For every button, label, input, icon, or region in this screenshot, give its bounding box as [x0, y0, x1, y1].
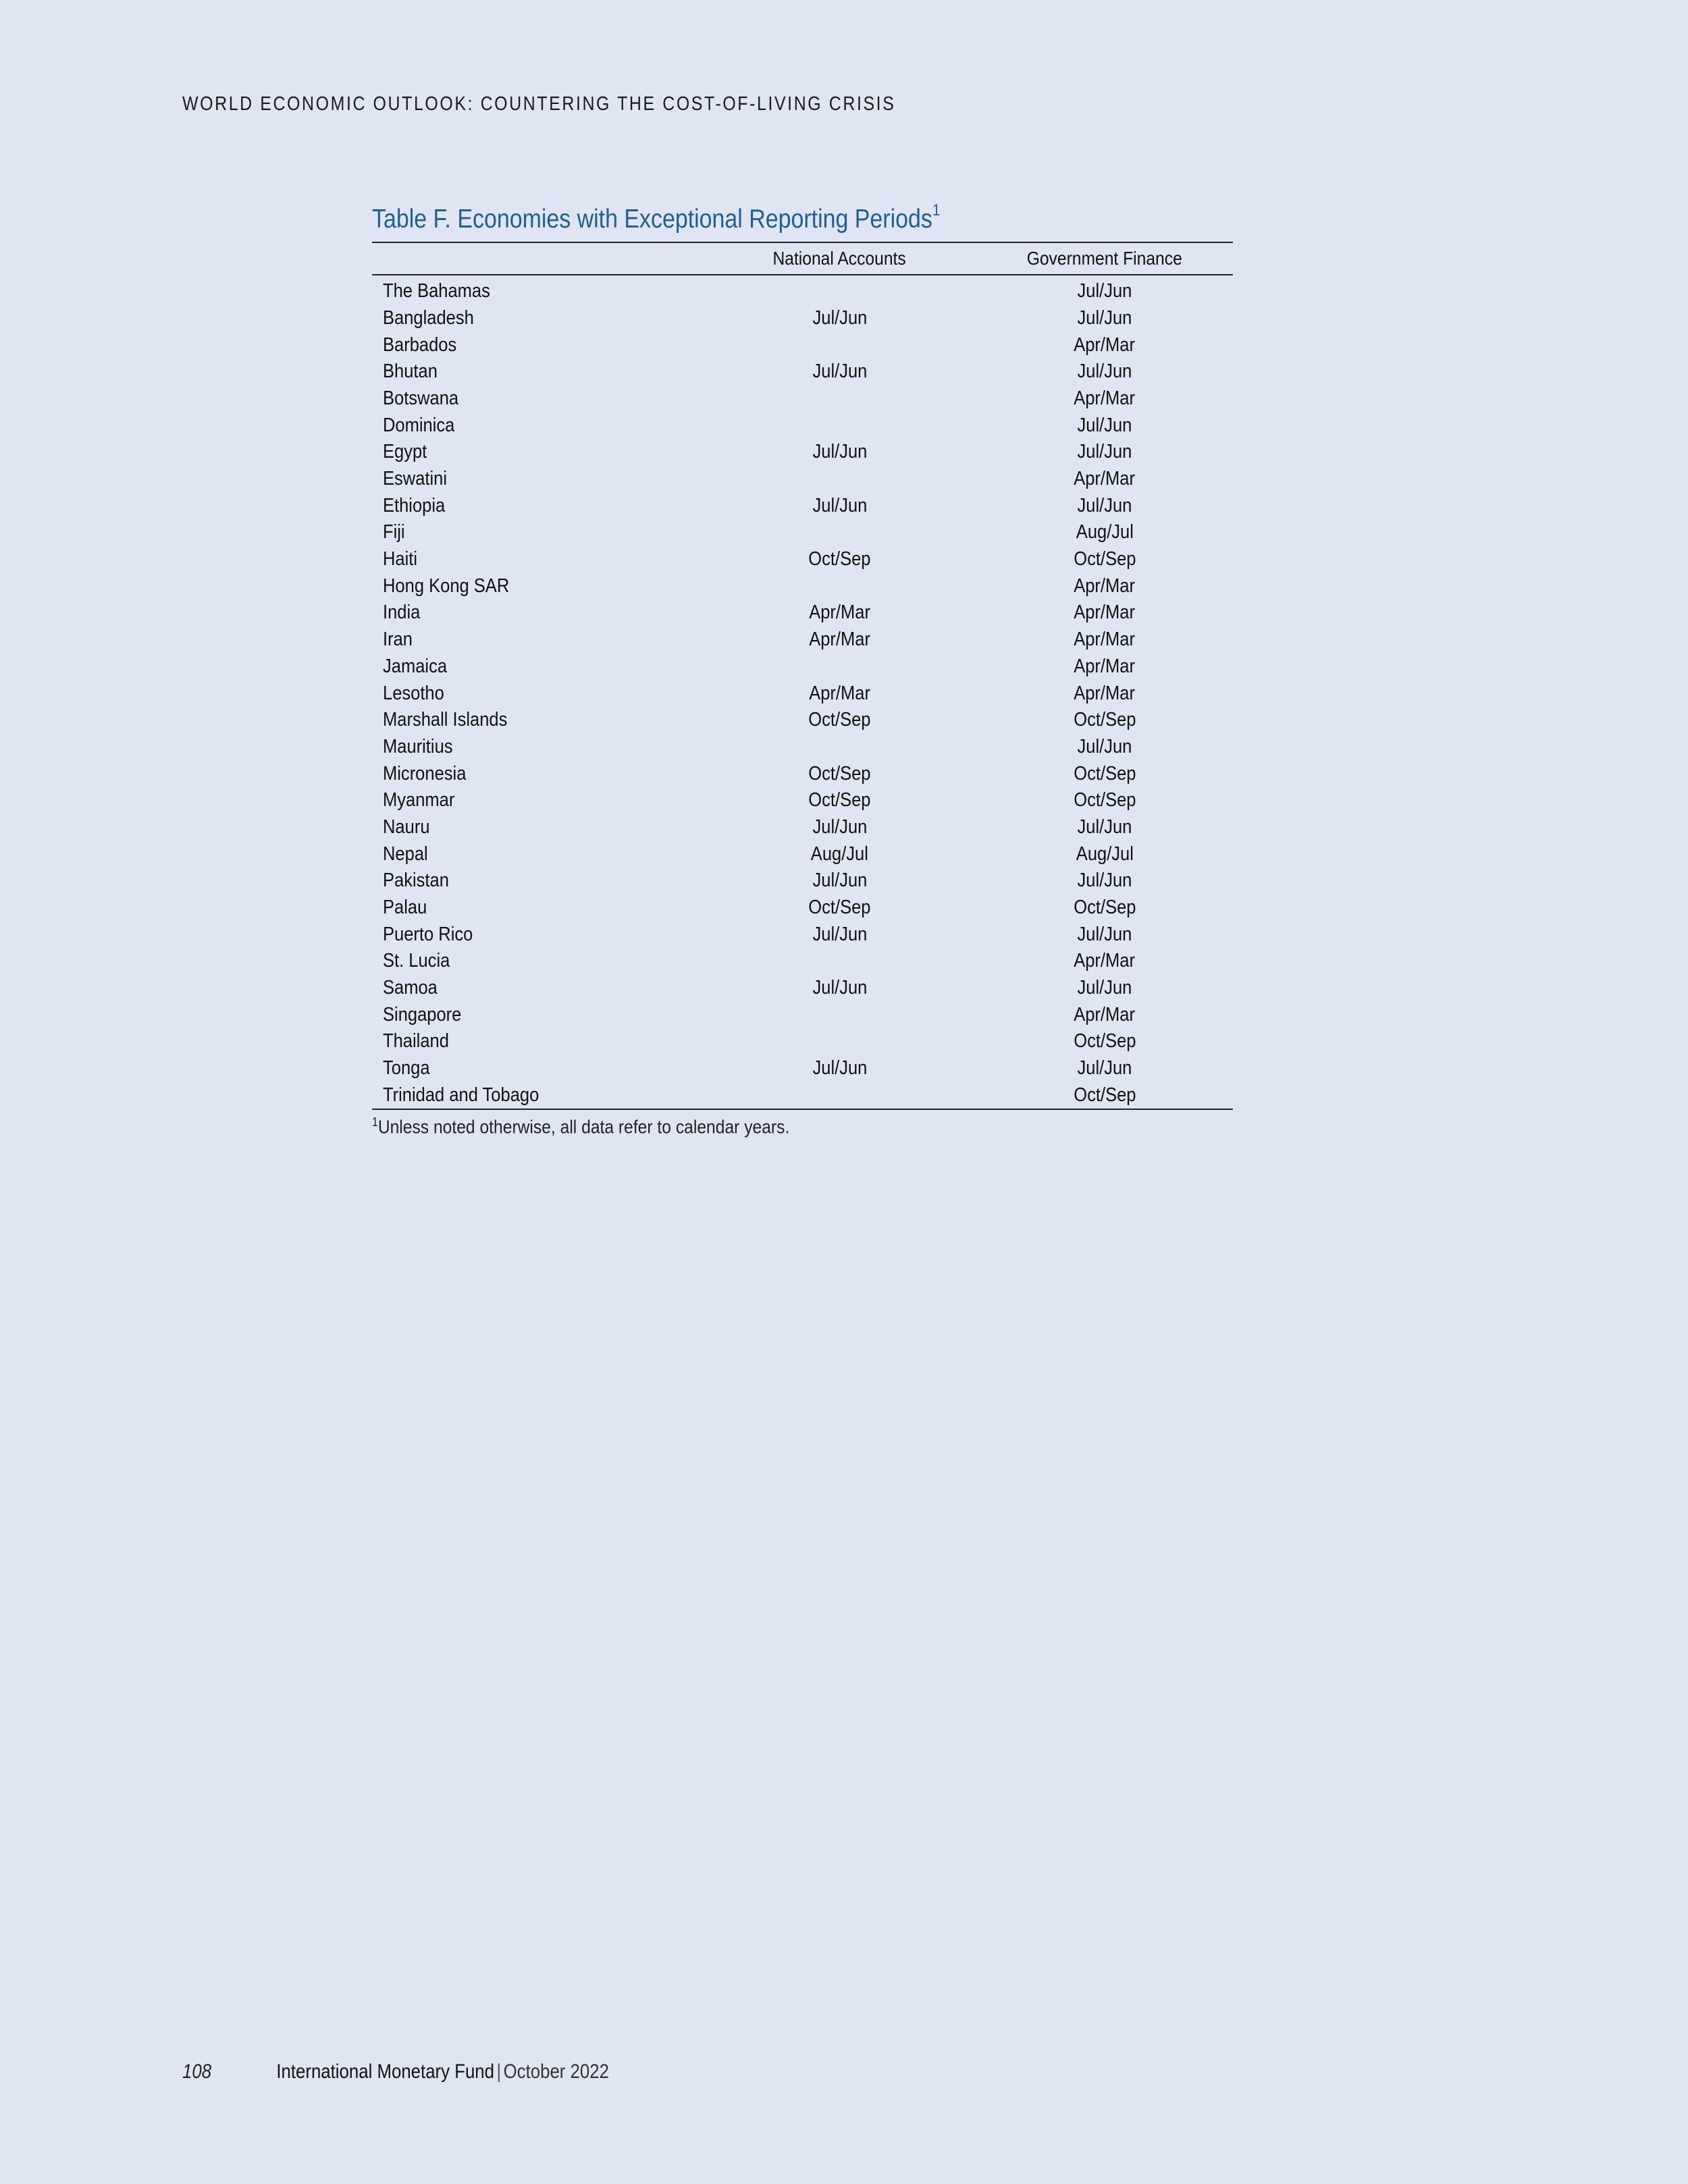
table-row [372, 275, 1233, 305]
national-accounts-cell: Oct/Sep [808, 897, 871, 918]
table-header [372, 242, 1233, 275]
government-finance-cell: Apr/Mar [1074, 655, 1136, 677]
table-row [372, 519, 1233, 546]
national-accounts-cell [703, 1028, 976, 1055]
national-accounts-cell [703, 466, 976, 493]
government-finance-cell: Apr/Mar [1074, 334, 1136, 356]
economy-cell: Egypt [383, 441, 427, 463]
national-accounts-cell [703, 412, 976, 439]
table-row [372, 680, 1233, 707]
table-row [372, 1001, 1233, 1028]
government-finance-cell: Oct/Sep [1073, 789, 1136, 811]
table-body [372, 275, 1233, 1109]
government-finance-cell: Apr/Mar [1074, 682, 1136, 704]
national-accounts-cell: Apr/Mar [809, 602, 870, 624]
government-finance-cell: Jul/Jun [1077, 414, 1132, 436]
government-finance-cell: Jul/Jun [1077, 977, 1132, 999]
economy-cell: Marshall Islands [383, 709, 508, 731]
table-row [372, 600, 1233, 627]
government-finance-cell: Apr/Mar [1074, 950, 1136, 972]
table-title-footnote-mark: 1 [932, 201, 941, 219]
economy-cell: Bangladesh [383, 307, 474, 329]
government-finance-cell: Jul/Jun [1077, 361, 1132, 383]
government-finance-cell: Apr/Mar [1074, 1003, 1136, 1026]
national-accounts-cell [703, 734, 976, 761]
table-row [372, 653, 1233, 680]
table-row [372, 948, 1233, 975]
national-accounts-cell [703, 519, 976, 546]
economy-cell: Palau [383, 897, 427, 918]
economy-cell: Thailand [383, 1030, 449, 1053]
national-accounts-cell: Jul/Jun [812, 307, 867, 329]
table-row [372, 331, 1233, 358]
national-accounts-cell: Jul/Jun [812, 1057, 867, 1080]
table-row [372, 921, 1233, 948]
government-finance-cell: Apr/Mar [1074, 387, 1136, 409]
economy-cell: Pakistan [383, 870, 449, 892]
economy-cell: Fiji [383, 521, 405, 543]
government-finance-cell: Apr/Mar [1074, 575, 1136, 597]
national-accounts-cell [703, 275, 976, 305]
table-row [372, 627, 1233, 654]
national-accounts-cell: Aug/Jul [810, 843, 869, 865]
national-accounts-cell: Jul/Jun [812, 870, 867, 892]
national-accounts-cell: Oct/Sep [808, 709, 871, 731]
government-finance-cell: Jul/Jun [1077, 870, 1132, 892]
government-finance-cell: Jul/Jun [1077, 280, 1132, 302]
economy-cell: Iran [383, 629, 413, 651]
economy-cell: Singapore [383, 1003, 462, 1026]
government-finance-cell: Jul/Jun [1077, 816, 1132, 838]
table-row [372, 358, 1233, 385]
economy-cell: Jamaica [383, 655, 448, 677]
economy-cell: Dominica [383, 414, 455, 436]
national-accounts-cell: Jul/Jun [812, 494, 867, 516]
table-row [372, 546, 1233, 573]
government-finance-cell: Oct/Sep [1073, 709, 1136, 731]
economy-cell: Lesotho [383, 682, 444, 704]
table-row [372, 975, 1233, 1002]
page-footer [182, 2060, 609, 2083]
header-row [372, 242, 1233, 275]
government-finance-cell: Jul/Jun [1077, 494, 1132, 516]
economy-cell: Nauru [383, 816, 430, 838]
economy-cell: Puerto Rico [383, 923, 473, 945]
national-accounts-cell [703, 1082, 976, 1109]
economy-cell: Bhutan [383, 361, 438, 383]
government-finance-cell: Aug/Jul [1076, 843, 1134, 865]
table-footnote [372, 1115, 1130, 1138]
government-finance-cell: Jul/Jun [1077, 1057, 1132, 1080]
national-accounts-cell: Oct/Sep [808, 548, 871, 570]
national-accounts-cell: Oct/Sep [808, 762, 871, 784]
government-finance-cell: Aug/Jul [1076, 521, 1134, 543]
government-finance-cell: Jul/Jun [1077, 735, 1132, 757]
page-number: 108 [182, 2060, 212, 2083]
header-national-accounts: National Accounts [703, 242, 976, 275]
economy-cell: Eswatini [383, 468, 448, 489]
government-finance-cell: Oct/Sep [1073, 1030, 1136, 1053]
economy-cell: Barbados [383, 334, 457, 356]
table-row [372, 466, 1233, 493]
table-title-text: Table F. Economies with Exceptional Reporting Periods [372, 205, 932, 234]
government-finance-cell: Jul/Jun [1077, 307, 1132, 329]
government-finance-cell: Jul/Jun [1077, 923, 1132, 945]
economy-cell: India [383, 602, 421, 624]
table-row [372, 1055, 1233, 1082]
table-row [372, 787, 1233, 814]
publisher-name: International Monetary Fund [276, 2060, 495, 2083]
government-finance-cell: Oct/Sep [1073, 762, 1136, 784]
national-accounts-cell: Jul/Jun [812, 441, 867, 463]
economy-cell: Micronesia [383, 762, 467, 784]
table-row [372, 305, 1233, 332]
national-accounts-cell: Oct/Sep [808, 789, 871, 811]
government-finance-cell: Jul/Jun [1077, 441, 1132, 463]
economy-cell: The Bahamas [383, 280, 490, 302]
national-accounts-cell [703, 385, 976, 412]
national-accounts-cell: Apr/Mar [809, 682, 870, 704]
header-economy [372, 242, 703, 275]
economy-cell: Nepal [383, 843, 428, 865]
government-finance-cell: Oct/Sep [976, 1082, 1233, 1109]
government-finance-cell: Apr/Mar [1074, 468, 1136, 489]
economy-cell: Mauritius [383, 735, 453, 757]
header-government-finance: Government Finance [976, 242, 1233, 275]
footnote-mark: 1 [372, 1115, 378, 1129]
government-finance-cell: Apr/Mar [1074, 602, 1136, 624]
table-row [372, 760, 1233, 787]
table-row [372, 1028, 1233, 1055]
table-row [372, 734, 1233, 761]
table-row [372, 841, 1233, 868]
table-row [372, 895, 1233, 922]
economy-cell: Botswana [383, 387, 459, 409]
footnote-text: Unless noted otherwise, all data refer to calendar years. [377, 1116, 790, 1138]
table-row [372, 412, 1233, 439]
national-accounts-cell: Jul/Jun [812, 361, 867, 383]
economy-cell: Ethiopia [383, 494, 446, 516]
economy-cell: Trinidad and Tobago [372, 1082, 703, 1109]
table-row [372, 1082, 1233, 1109]
economy-cell: Tonga [383, 1057, 430, 1080]
table-row [372, 492, 1233, 519]
government-finance-cell: Apr/Mar [1074, 629, 1136, 651]
table-block [372, 201, 1233, 1138]
economy-cell: St. Lucia [383, 950, 450, 972]
table-row [372, 707, 1233, 734]
table-row [372, 572, 1233, 600]
publication-date: October 2022 [503, 2060, 609, 2083]
national-accounts-cell [703, 1001, 976, 1028]
national-accounts-cell [703, 948, 976, 975]
reporting-periods-table [372, 242, 1233, 1110]
footer-separator: | [496, 2060, 502, 2083]
national-accounts-cell: Apr/Mar [809, 629, 870, 651]
national-accounts-cell: Jul/Jun [812, 977, 867, 999]
economy-cell: Myanmar [383, 789, 455, 811]
table-row [372, 439, 1233, 466]
economy-cell: Haiti [383, 548, 418, 570]
government-finance-cell: Oct/Sep [1073, 897, 1136, 918]
national-accounts-cell: Jul/Jun [812, 816, 867, 838]
economy-cell: Samoa [383, 977, 438, 999]
table-row [372, 868, 1233, 895]
national-accounts-cell [703, 331, 976, 358]
national-accounts-cell: Jul/Jun [812, 923, 867, 945]
table-title [372, 201, 1121, 235]
national-accounts-cell [703, 572, 976, 600]
table-row [372, 385, 1233, 412]
government-finance-cell: Oct/Sep [1073, 548, 1136, 570]
running-head: WORLD ECONOMIC OUTLOOK: COUNTERING THE COST-OF-LIVING CRISIS [182, 93, 896, 115]
economy-cell: Hong Kong SAR [383, 575, 510, 597]
national-accounts-cell [703, 653, 976, 680]
table-row [372, 814, 1233, 841]
